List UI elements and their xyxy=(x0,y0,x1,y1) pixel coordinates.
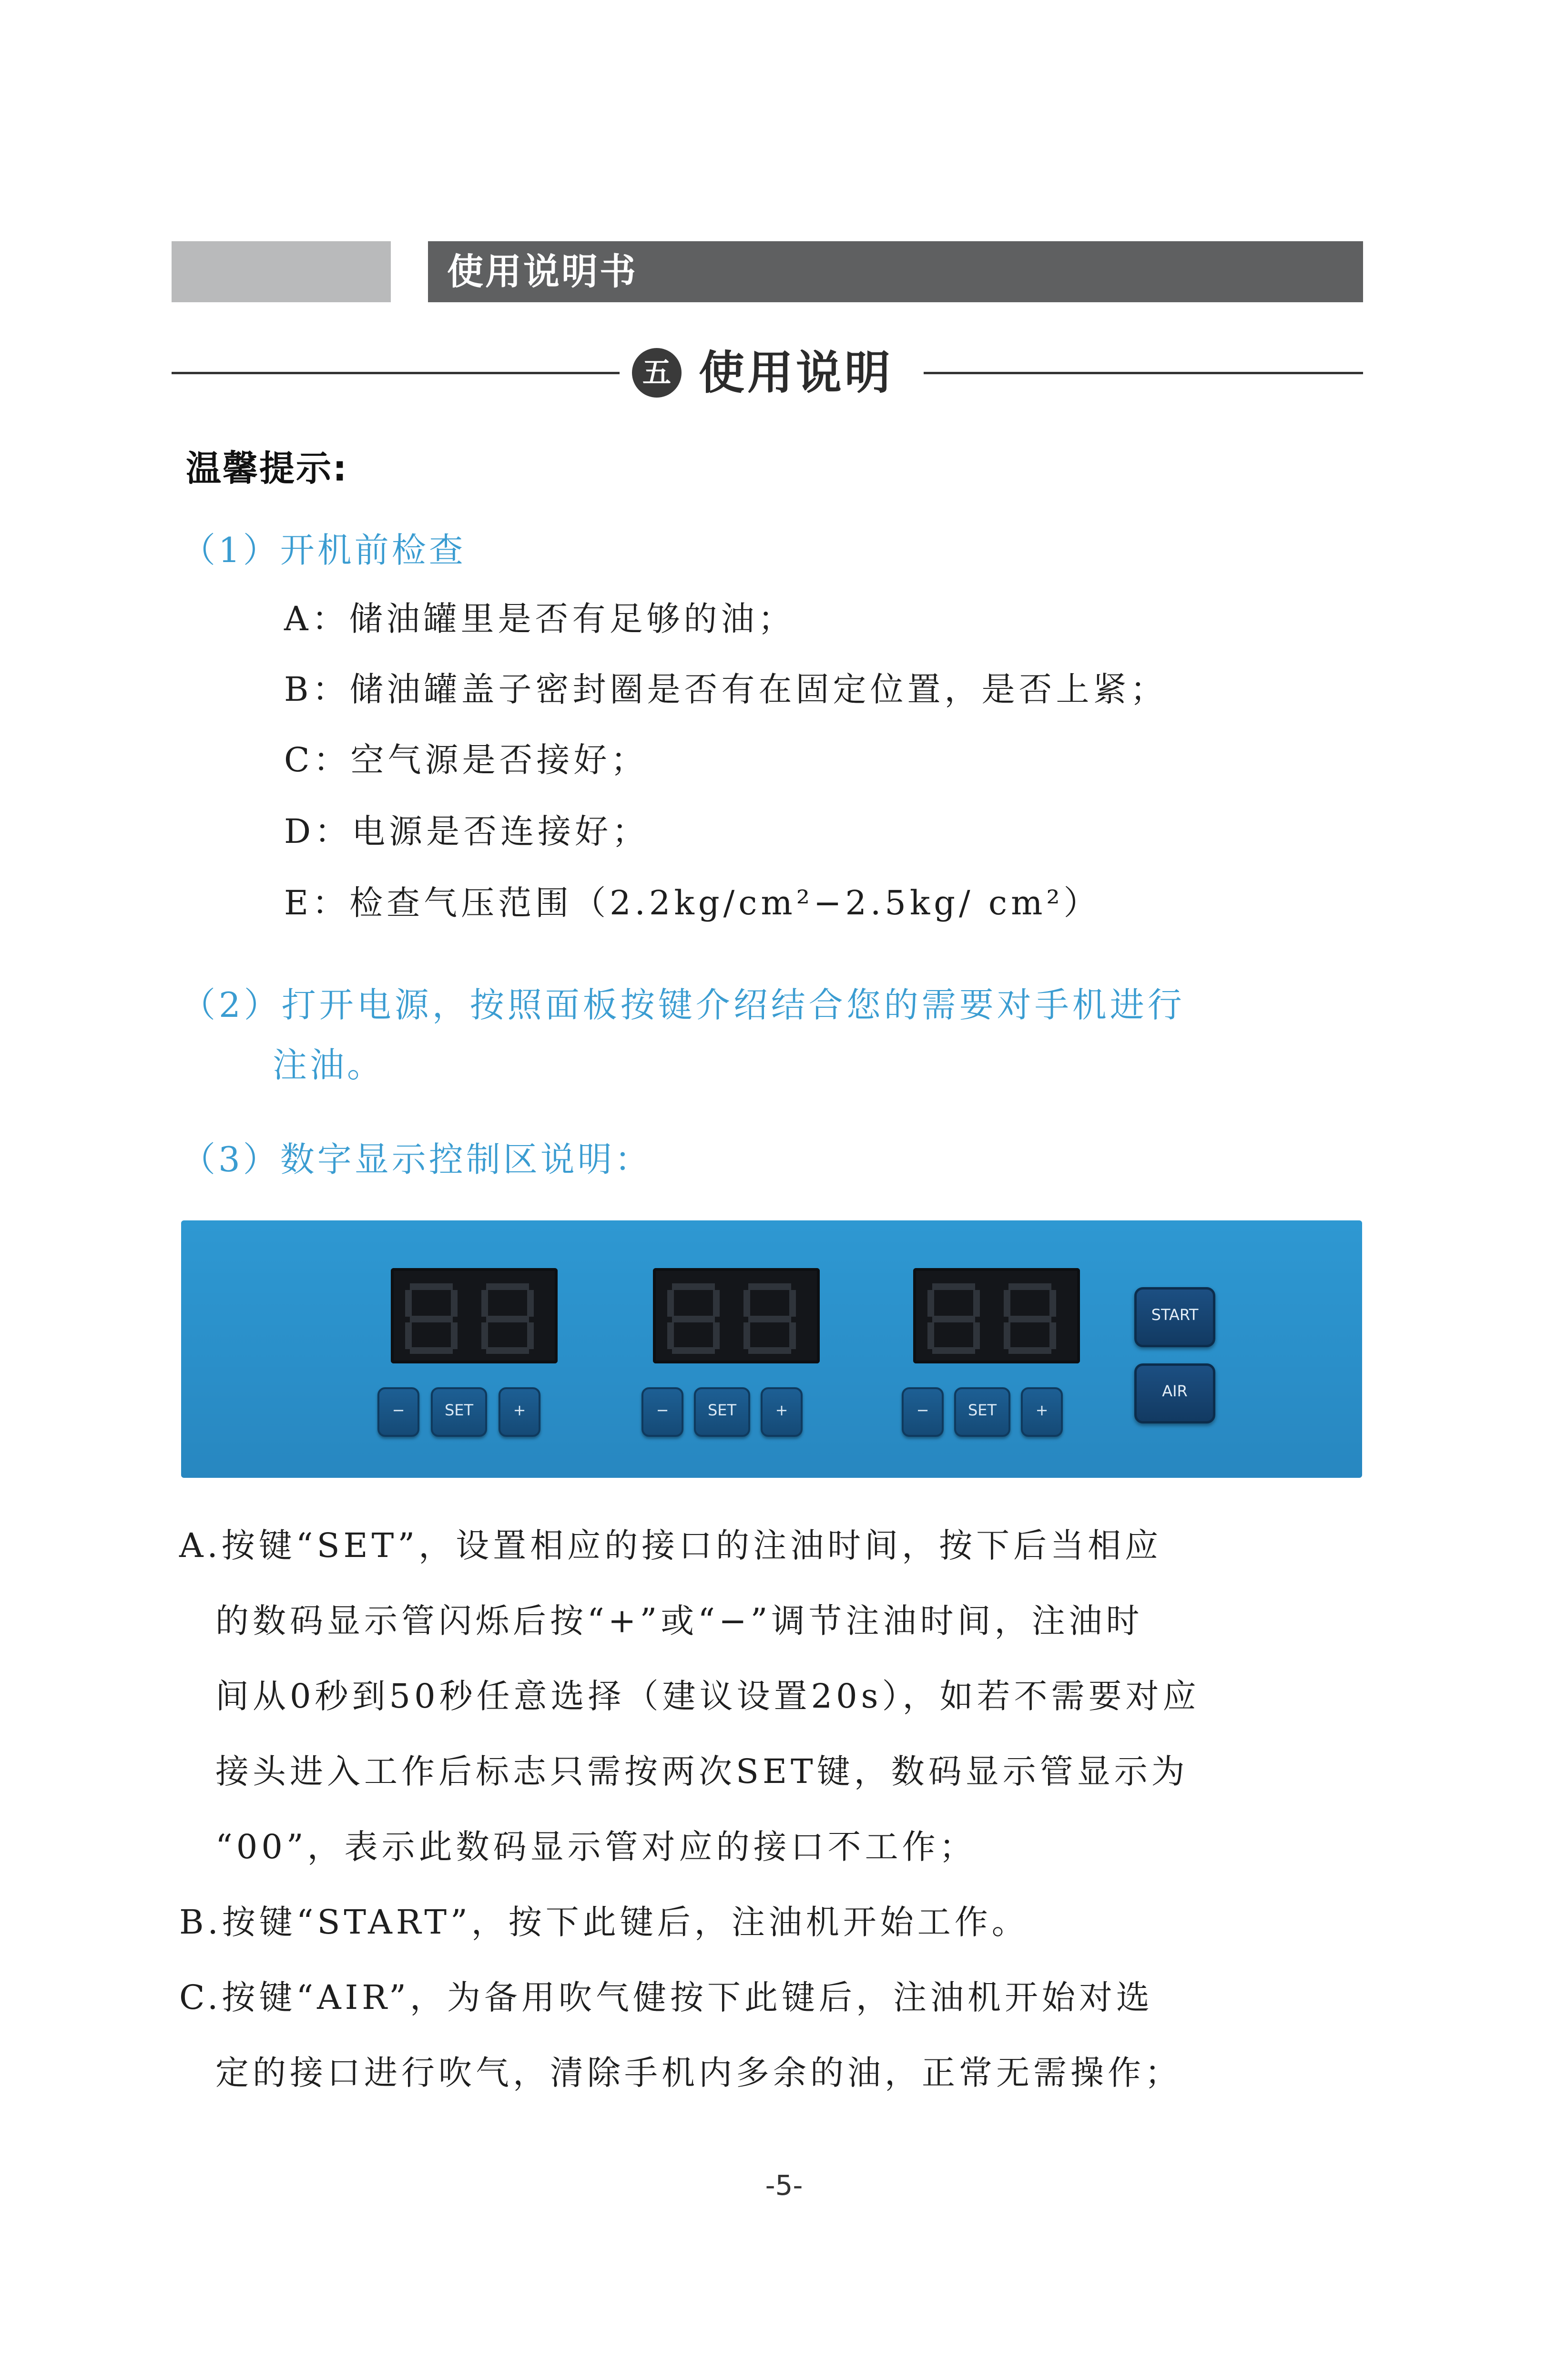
check-line-b: B：储油罐盖子密封圈是否有在固定位置，是否上紧； xyxy=(284,670,1168,709)
desc-line-3: 间从0秒到50秒任意选择（建议设置20s），如若不需要对应 xyxy=(215,1677,1200,1716)
minus-button-3[interactable]: − xyxy=(902,1387,944,1437)
item3-heading: （3）数字显示控制区说明： xyxy=(181,1139,652,1179)
digit-display-3 xyxy=(913,1268,1080,1363)
seven-segment-digits xyxy=(653,1268,820,1363)
desc-line-4: 接头进入工作后标志只需按两次SET键，数码显示管显示为 xyxy=(215,1752,1189,1791)
item2-line2: 注油。 xyxy=(273,1045,385,1085)
header-title: 使用说明书 xyxy=(447,250,638,293)
digit-display-2 xyxy=(653,1268,820,1363)
set-button-3[interactable]: SET xyxy=(954,1387,1010,1437)
set-button-1[interactable]: SET xyxy=(431,1387,487,1437)
item2-line1: （2）打开电源，按照面板按键介绍结合您的需要对手机进行 xyxy=(181,985,1185,1025)
header-bar-left xyxy=(172,241,391,302)
item1-heading: （1）开机前检查 xyxy=(181,530,466,570)
control-panel-image xyxy=(181,1220,1362,1478)
section-number-badge: 五 xyxy=(632,348,682,398)
seven-segment-digits xyxy=(391,1268,558,1363)
seven-segment-digits xyxy=(913,1268,1080,1363)
section-rule-left xyxy=(172,372,620,374)
plus-button-3[interactable]: + xyxy=(1021,1387,1063,1437)
air-button[interactable]: AIR xyxy=(1134,1363,1215,1423)
desc-line-5: “00”，表示此数码显示管对应的接口不工作； xyxy=(215,1827,977,1866)
tip-label: 温馨提示: xyxy=(186,448,348,489)
start-button[interactable]: START xyxy=(1134,1287,1215,1347)
page-number: -5- xyxy=(765,2169,803,2201)
desc-line-7: C.按键“AIR”，为备用吹气健按下此键后，注油机开始对选 xyxy=(179,1978,1153,2017)
digit-display-1 xyxy=(391,1268,558,1363)
plus-button-2[interactable]: + xyxy=(761,1387,803,1437)
header-bar xyxy=(428,241,1363,302)
desc-line-2: 的数码显示管闪烁后按“+”或“−”调节注油时间，注油时 xyxy=(215,1601,1143,1640)
plus-button-1[interactable]: + xyxy=(499,1387,540,1437)
minus-button-1[interactable]: − xyxy=(377,1387,419,1437)
check-line-e: E：检查气压范围（2.2kg/cm²−2.5kg/ cm²） xyxy=(284,883,1101,922)
section-title: 使用说明 xyxy=(699,346,893,399)
set-button-2[interactable]: SET xyxy=(694,1387,750,1437)
minus-button-2[interactable]: − xyxy=(641,1387,683,1437)
check-line-a: A：储油罐里是否有足够的油； xyxy=(284,599,795,638)
check-line-c: C：空气源是否接好； xyxy=(284,740,648,779)
desc-line-1: A.按键“SET”，设置相应的接口的注油时间，按下后当相应 xyxy=(179,1526,1162,1565)
section-rule-right xyxy=(924,372,1363,374)
desc-line-8: 定的接口进行吹气，清除手机内多余的油，正常无需操作； xyxy=(215,2053,1182,2092)
check-line-d: D：电源是否连接好； xyxy=(284,812,650,851)
desc-line-6: B.按键“START”，按下此键后，注油机开始工作。 xyxy=(179,1903,1029,1942)
